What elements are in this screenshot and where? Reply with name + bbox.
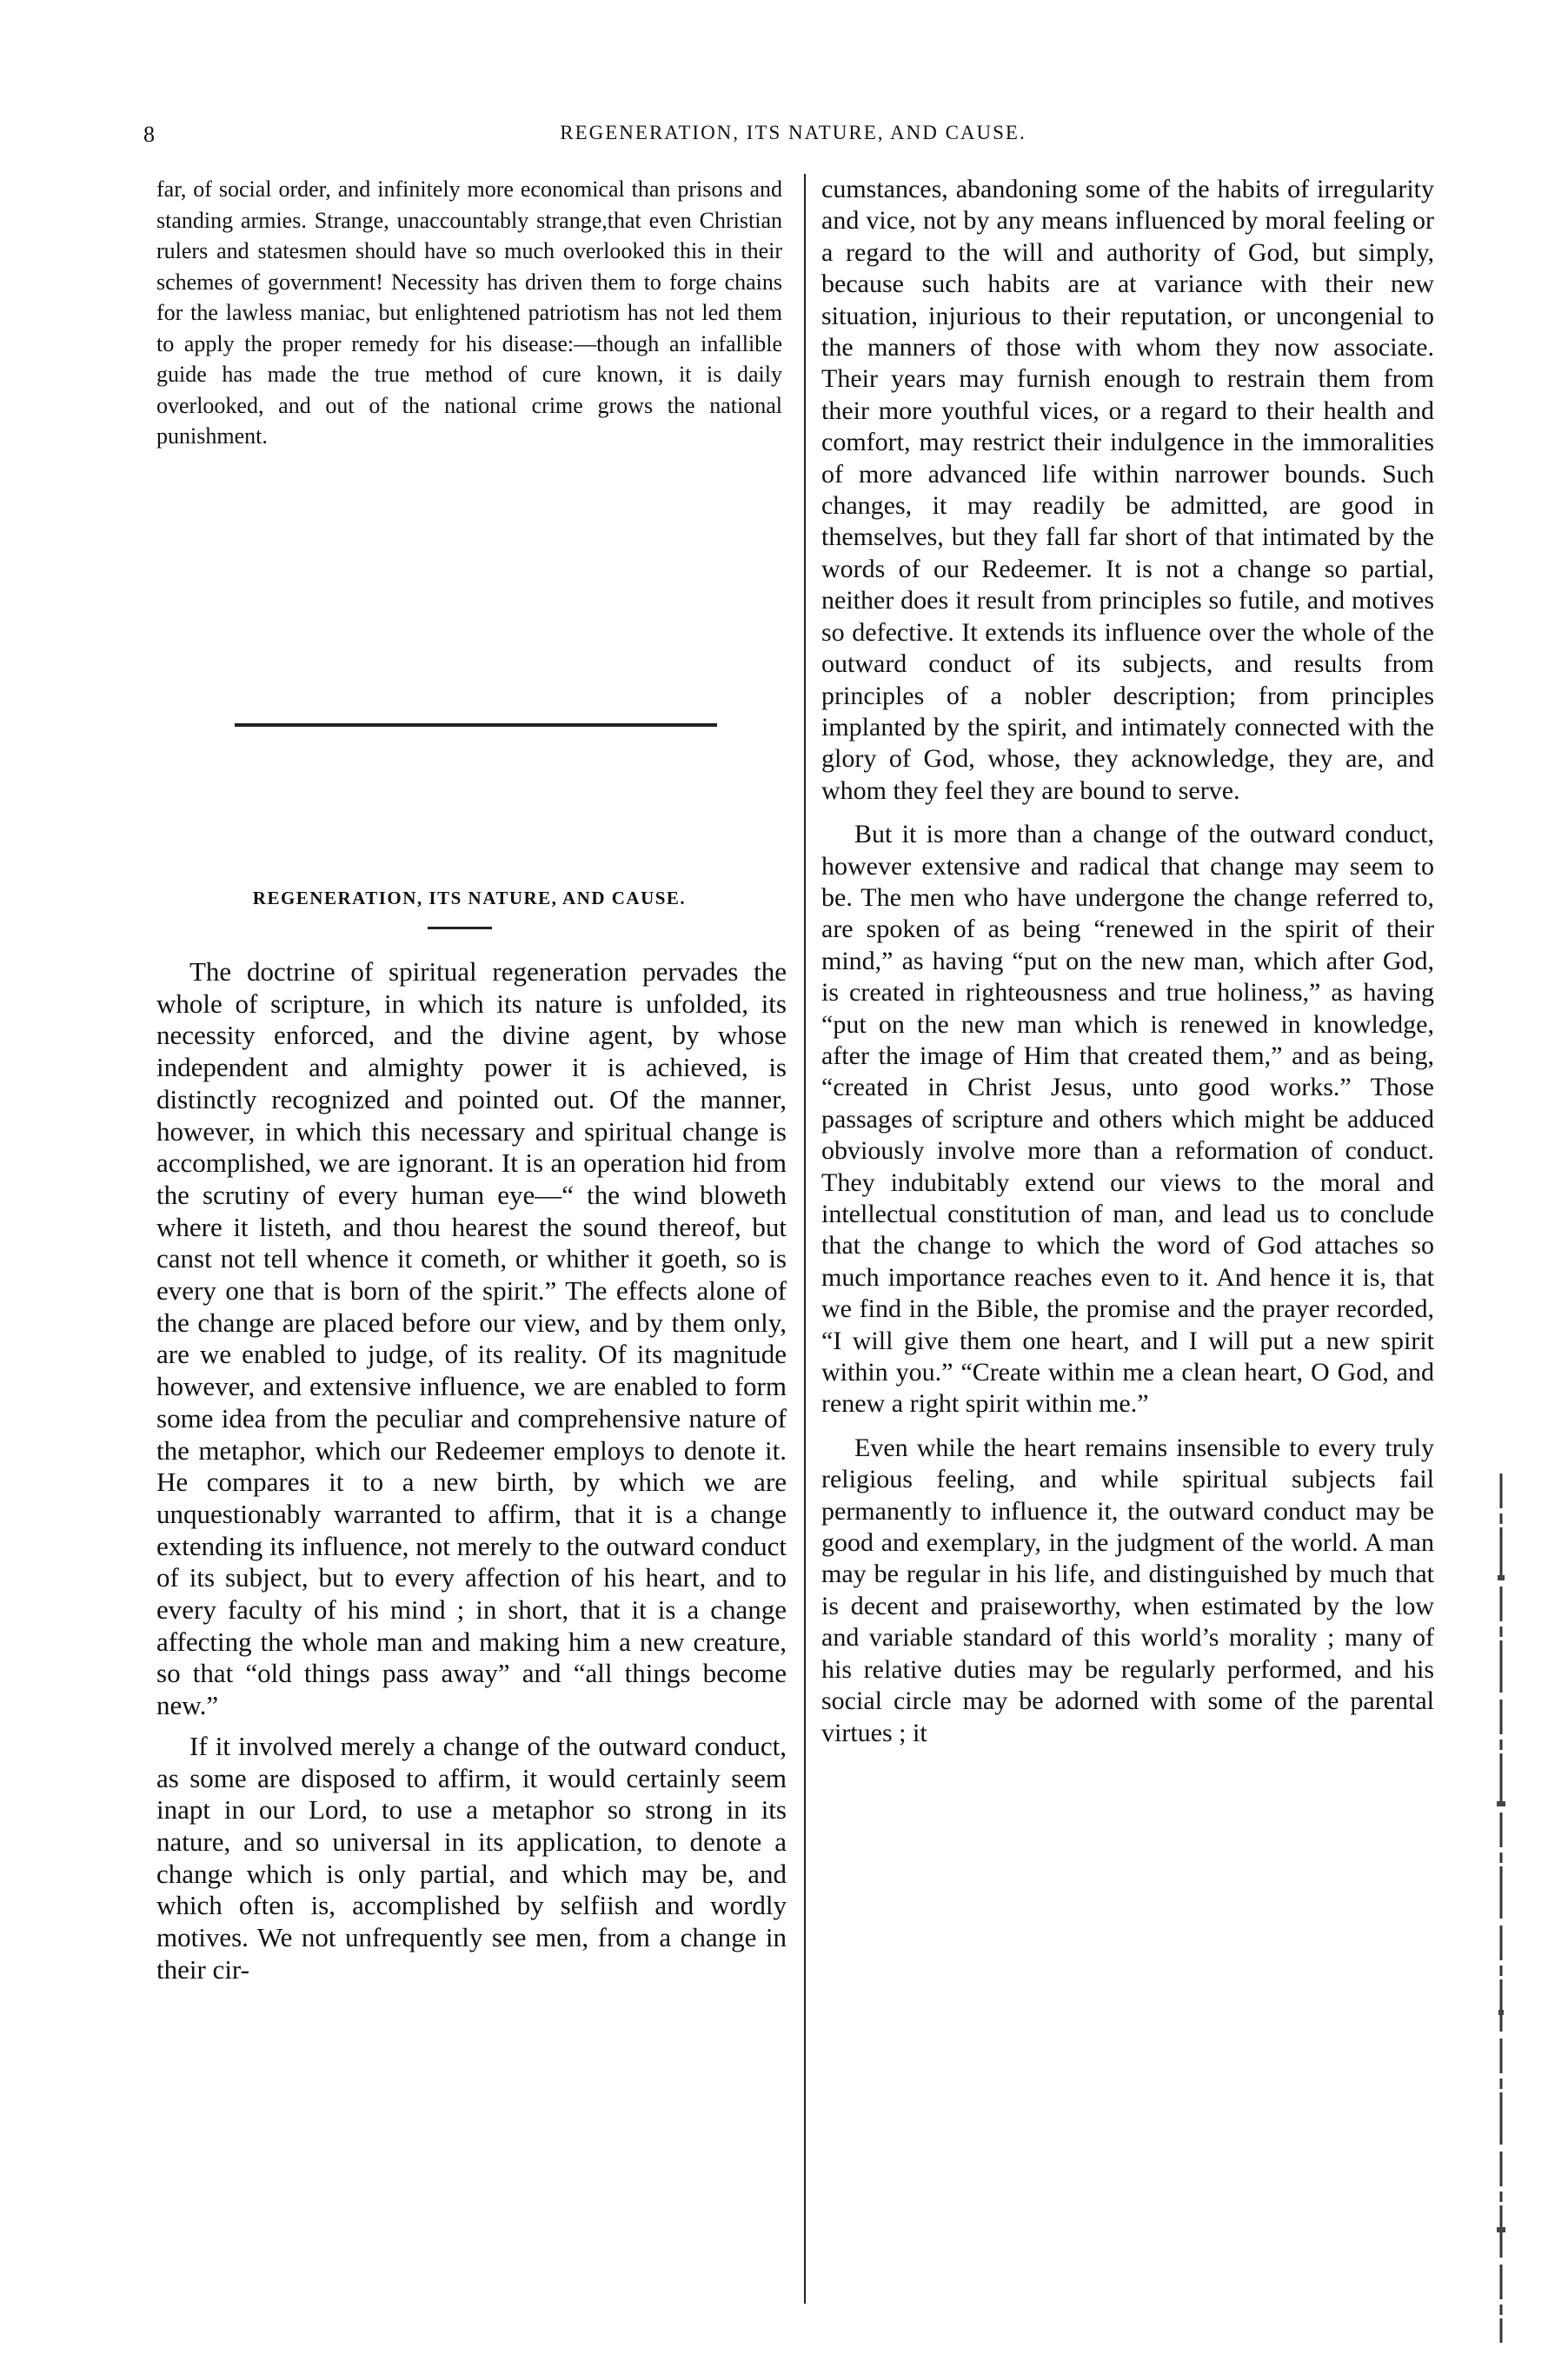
paragraph: cumstances, abandoning some of the habits of irregularity and vice, not by any means influenced by moral feeling or a regard to the will and authority of God, but simply, because such habits are at variance with their new situation, injurious to their reputation, or uncongenial to the manners of those with whom they now associate. Their years may furnish enough to restrain them from their more youthful vices, or a regard to their health and comfort, may restrict their indulgence in the immoralities of more advanced life within narrower bounds. Such changes, it may readily be admitted, are good in themselves, but they fall far short of that intimated by the words of our Redeemer. It is not a change so partial, neither does it result from principles so futile, and motives so defective. It extends its influence over the whole of the outward conduct of its subjects, and results from principles of a nobler description; from principles implanted by the spirit, and intimately connected with the glory of God, whose, they acknowledge, they are, and whom they feel they are bound to serve. <box>821 175 1434 805</box>
article-left-column <box>156 956 787 1986</box>
column-divider <box>804 174 806 2304</box>
paragraph: Even while the heart remains insensible to every truly religious feeling, and while spiritual subjects fail permanently to influence it, the outward conduct may be good and exemplary, in the judgment of the world. A man may be regular in his life, and distinguished by much that is decent and praiseworthy, when estimated by the low and variable standard of this world’s morality ; many of his relative duties may be regularly performed, and his social circle may be adorned with some of the parental virtues ; it <box>821 1433 1434 1747</box>
paragraph: The doctrine of spiritual regeneration pervades the whole of scripture, in which its nature is unfolded, its necessity enforced, and the divine agent, by whose independent and almighty power it is achieved, is distinctly recognized and pointed out. Of the manner, however, in which this necessary and spiritual change is accomplished, we are ignorant. It is an operation hid from the scrutiny of every human eye—“ the wind bloweth where it listeth, and thou hearest the sound thereof, but canst not tell whence it cometh, or whither it goeth, so is every one that is born of the spirit.” The effects alone of the change are placed before our view, and by them only, are we enabled to judge, of its reality. Of its magnitude however, and extensive influence, we are enabled to form some idea from the peculiar and comprehensive nature of the metaphor, which our Redeemer employs to denote it. He compares it to a new birth, by which we are unquestionably warranted to affirm, that it is a change extending its influence, not merely to the outward conduct of its subject, but to every affection of his heart, and to every faculty of his mind ; in short, that it is a change affecting the whole man and making him a new creature, so that “old things pass away” and “all things become new.” <box>156 956 787 1721</box>
scan-edge-mark <box>1493 1473 1509 2343</box>
running-head: REGENERATION, ITS NATURE, AND CAUSE. <box>560 122 1027 143</box>
title-rule <box>428 927 492 929</box>
paragraph: If it involved merely a change of the outward conduct, as some are disposed to affirm, it would certainly seem inapt in our Lord, to use a metaphor so strong in its nature, and so universal in its application, to denote a change which is only partial, and which may be, and which often is, accomplished by selfiish and wordly motives. We not unfrequently see men, from a change in their cir- <box>156 1730 787 1985</box>
paragraph: But it is more than a change of the outward conduct, however extensive and radical that change may seem to be. The men who have undergone the change referred to, are spoken of as being “renewed in the spirit of their mind,” as having “put on the new man, which after God, is created in righteousness and true holiness,” as having “put on the new man which is renewed in knowledge, after the image of Him that created them,” and as being, “created in Christ Jesus, unto good works.” Those passages of scripture and others which might be adduced obviously involve more than a reformation of conduct. They indubitably extend our views to the moral and intellectual constitution of man, and lead us to conclude that the change to which the word of God attaches so much importance reaches even to it. And hence it is, that we find in the Bible, the promise and the prayer recorded, “I will give them one heart, and I will put a new spirit within you.” “Create within me a clean heart, O God, and renew a right spirit within me.” <box>821 820 1434 1419</box>
article-title: REGENERATION, ITS NATURE, AND CAUSE. <box>252 888 687 908</box>
page-number: 8 <box>143 122 155 147</box>
page-header <box>143 122 1443 156</box>
previous-article-ending <box>156 174 782 452</box>
paragraph: far, of social order, and infinitely more economical than prisons and standing armies. Strange, unaccountably strange,that even Christian rulers and statesmen should have so much overlooked this in their schemes of government! Necessity has driven them to forge chains for the lawless maniac, but enlightened patriotism has not led them to apply the proper remedy for his disease:—though an infallible guide has made the true method of cure known, it is daily overlooked, and out of the national crime grows the national punishment. <box>156 176 782 449</box>
section-divider <box>235 723 717 727</box>
article-right-column <box>821 174 1434 1749</box>
